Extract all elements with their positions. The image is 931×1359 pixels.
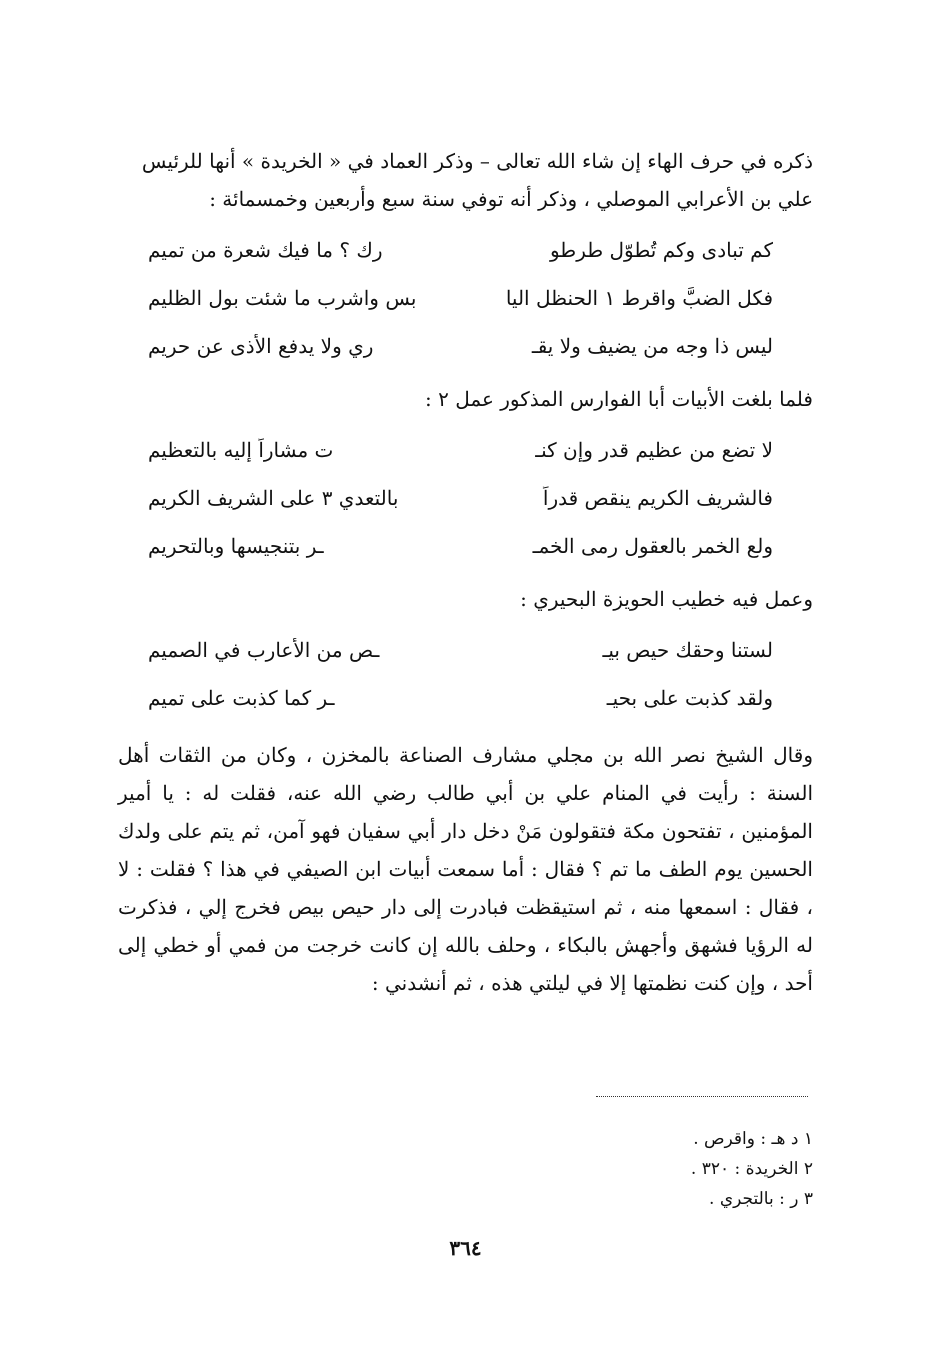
page-number: ٣٦٤: [449, 1236, 482, 1260]
verse-first-hemistich: فالشريف الكريم ينقص قدراً: [542, 486, 773, 510]
footnotes: [513, 1124, 813, 1214]
verse-second-hemistich: رك ؟ ما فيك شعرة من تميم: [148, 238, 383, 262]
poem-3: [148, 626, 773, 722]
footnote: ٣ ر : بالتجري .: [709, 1189, 813, 1209]
verse-first-hemistich: فكل الضبَّ واقرط ١ الحنظل اليا: [505, 286, 773, 310]
poem-2: [148, 426, 773, 570]
poem-3-intro: وعمل فيه خطيب الحويزة البحيري :: [520, 587, 813, 611]
verse-second-hemistich: ـص من الأعارب في الصميم: [148, 638, 380, 662]
intro-line: علي بن الأعرابي الموصلي ، وذكر أنه توفي سنة سبع وأربعين وخمسمائة :: [209, 187, 813, 211]
intro-line: ذكره في حرف الهاء إن شاء الله تعالى – وذكر العماد في « الخريدة » أنها للرئيس: [141, 149, 813, 173]
verse-line: [148, 274, 773, 322]
intro-paragraph: [118, 142, 813, 218]
verse-line: [148, 322, 773, 370]
verse-line: [148, 226, 773, 274]
narrative-paragraph: [118, 736, 813, 1002]
verse-line: [148, 674, 773, 722]
verse-line: [148, 426, 773, 474]
poem-2-intro: فلما بلغت الأبيات أبا الفوارس المذكور عمل ٢ :: [425, 387, 813, 411]
footnote: ١ د هـ : واقرص .: [693, 1129, 813, 1149]
verse-line: [148, 522, 773, 570]
verse-second-hemistich: ـر بتنجيسها وبالتحريم: [148, 534, 324, 558]
verse-second-hemistich: ري ولا يدفع الأذى عن حريم: [148, 334, 374, 358]
verse-first-hemistich: لستنا وحقك حيص بيـ: [602, 638, 773, 662]
verse-second-hemistich: ت مشاراً إليه بالتعظيم: [148, 438, 334, 462]
verse-first-hemistich: كم تبادى وكم تُطوّل طرطو: [549, 238, 773, 262]
verse-line: [148, 474, 773, 522]
verse-second-hemistich: بالتعدي ٣ على الشريف الكريم: [148, 486, 399, 510]
narrative-text: وقال الشيخ نصر الله بن مجلي مشارف الصناعة بالمخزن ، وكان من الثقات أهل السنة : رأيت في المنام علي بن أبي طالب رضي الله عنه، فقلت له : يا أمير المؤمنين ، تفتحون مكة فتقولون مَنْ دخل دار أبي سفيان فهو آمن، ثم يتم على ولدك الحسين يوم الطف ما تم ؟ فقال : أما سمعت أبيات ابن الصيفي في هذا ؟ فقلت : لا ، فقال : اسمعها منه ، ثم استيقظت فبادرت إلى دار حيص بيص فخرج إلي ، فذكرت له الرؤيا فشهق وأجهش بالبكاء ، وحلف بالله إن كانت خرجت من فمي أو خطي إلى أحد ، وإن كنت نظمتها إلا في ليلتي هذه ، ثم أنشدني :: [118, 743, 813, 995]
verse-second-hemistich: ـر كما كذبت على تميم: [148, 686, 335, 710]
verse-first-hemistich: لا تضع من عظيم قدر وإن كنـ: [535, 438, 773, 462]
verse-line: [148, 626, 773, 674]
verse-first-hemistich: ولع الخمر بالعقول رمى الخمـ: [532, 534, 773, 558]
footnote-divider: [596, 1096, 808, 1097]
verse-first-hemistich: ليس ذا وجه من يضيف ولا يقـ: [531, 334, 773, 358]
poem-1: [148, 226, 773, 370]
footnote: ٢ الخريدة : ٣٢٠ .: [690, 1159, 813, 1179]
verse-second-hemistich: بس واشرب ما شئت بول الظليم: [148, 286, 417, 310]
verse-first-hemistich: ولقد كذبت على بحيـ: [606, 686, 773, 710]
